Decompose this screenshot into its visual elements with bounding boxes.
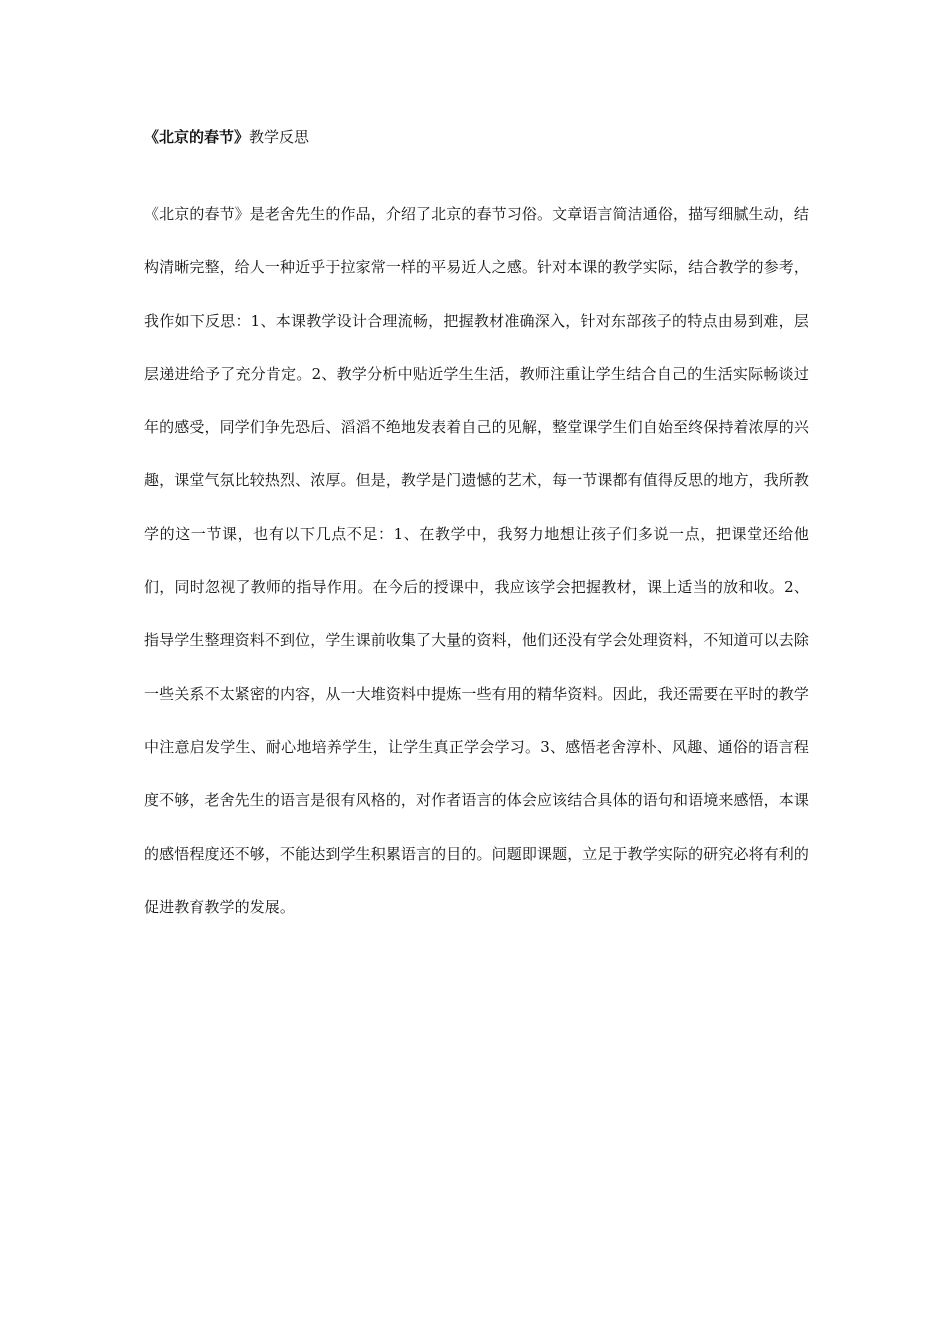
body-paragraph: 《北京的春节》是老舍先生的作品，介绍了北京的春节习俗。文章语言简洁通俗，描写细腻生动，结构清晰完整，给人一种近乎于拉家常一样的平易近人之感。针对本课的教学实际，结合教学的参考，我作如下反思：1、本课教学设计合理流畅，把握教材准确深入，针对东部孩子的特点由易到难，层层递进给予了充分肯定。2、教学分析中贴近学生生活，教师注重让学生结合自己的生活实际畅谈过年的感受，同学们争先恐后、滔滔不绝地发表着自己的见解，整堂课学生们自始至终保持着浓厚的兴趣，课堂气氛比较热烈、浓厚。但是，教学是门遗憾的艺术，每一节课都有值得反思的地方，我所教学的这一节课，也有以下几点不足：1、在教学中，我努力地想让孩子们多说一点，把课堂还给他们，同时忽视了教师的指导作用。在今后的授课中，我应该学会把握教材，课上适当的放和收。2、指导学生整理资料不到位，学生课前收集了大量的资料，他们还没有学会处理资料，不知道可以去除一些关系不太紧密的内容，从一大堆资料中提炼一些有用的精华资料。因此，我还需要在平时的教学中注意启发学生、耐心地培养学生，让学生真正学会学习。3、感悟老舍淳朴、风趣、通俗的语言程度不够，老舍先生的语言是很有风格的，对作者语言的体会应该结合具体的语句和语境来感悟，本课的感悟程度还不够，不能达到学生积累语言的目的。问题即课题，立足于教学实际的研究必将有利的促进教育教学的发展。 (144, 205, 809, 916)
title-book-name: 《北京的春节》 (144, 128, 250, 146)
document-title (144, 127, 309, 147)
title-suffix: 教学反思 (249, 128, 310, 146)
